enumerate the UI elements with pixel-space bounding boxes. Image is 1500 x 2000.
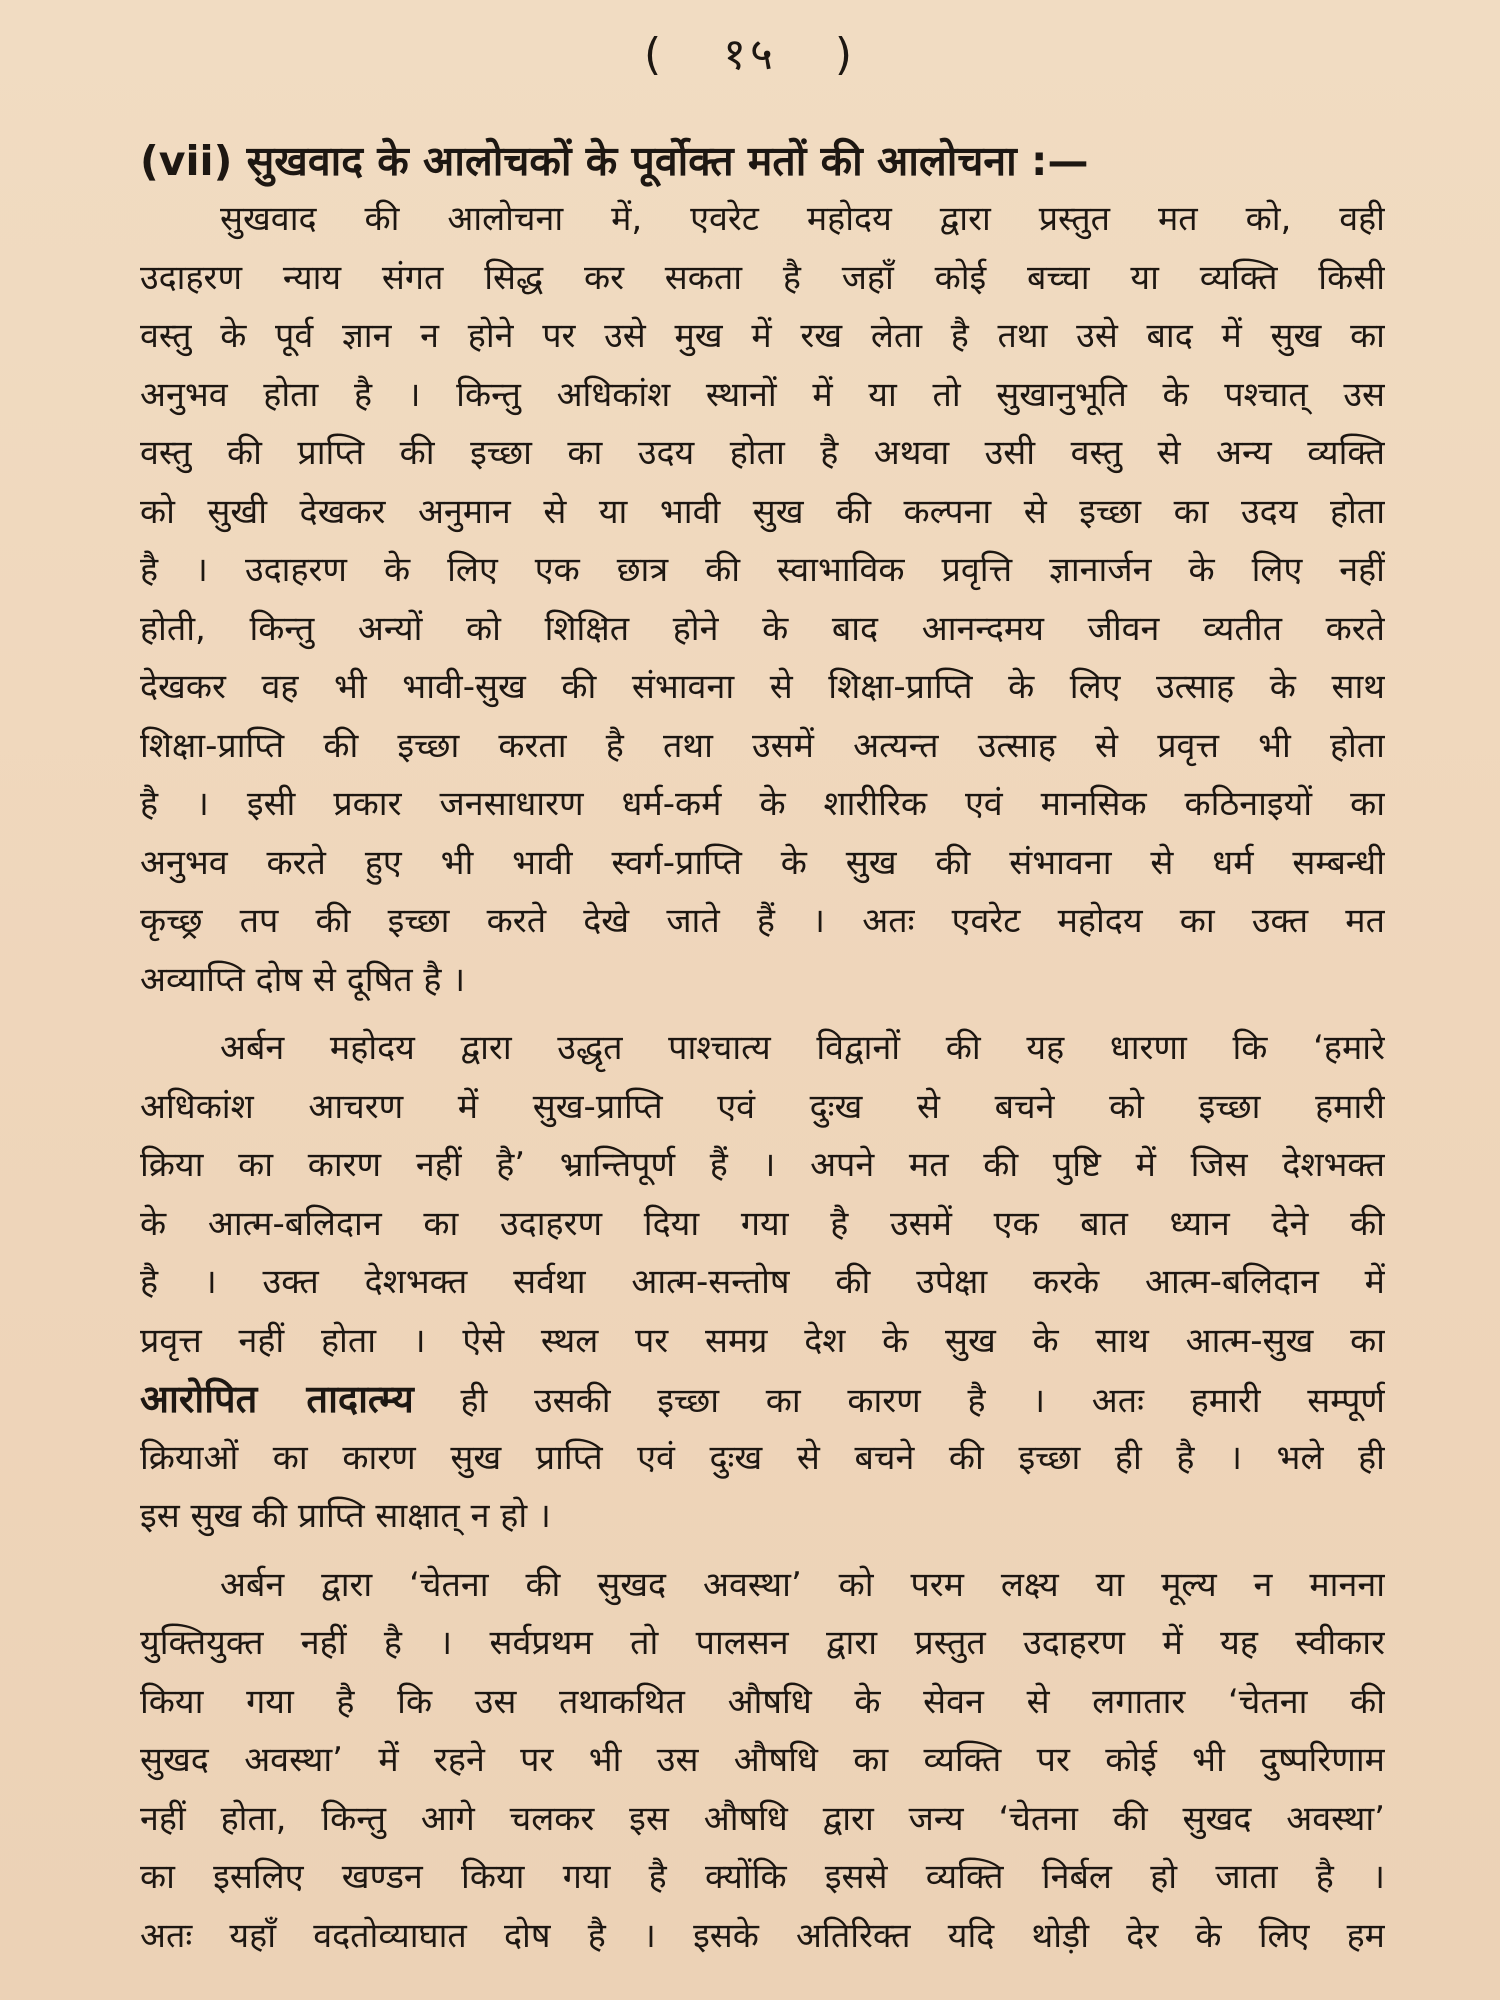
body-text — [140, 190, 1385, 1965]
text-line: है । उदाहरण के लिए एक छात्र की स्वाभाविक प्रवृत्ति ज्ञानार्जन के लिए नहीं — [140, 550, 1385, 590]
text-line: अनुभव होता है । किन्तु अधिकांश स्थानों में या तो सुखानुभूति के पश्चात् उस — [140, 374, 1385, 415]
text-line: अर्बन द्वारा ‘चेतना की सुखद अवस्था’ को परम लक्ष्य या मूल्य न मानना — [220, 1564, 1385, 1605]
text-line: होती, किन्तु अन्यों को शिक्षित होने के बाद आनन्दमय जीवन व्यतीत करते — [140, 608, 1385, 649]
text-line: वस्तु की प्राप्ति की इच्छा का उदय होता है अथवा उसी वस्तु से अन्य व्यक्ति — [140, 433, 1385, 473]
section-heading: (vii) सुखवाद के आलोचकों के पूर्वोक्त मतों की आलोचना :— — [140, 137, 1089, 185]
text-line: नहीं होता, किन्तु आगे चलकर इस औषधि द्वारा जन्य ‘चेतना की सुखद अवस्था’ — [140, 1798, 1385, 1839]
text-line: युक्तियुक्त नहीं है । सर्वप्रथम तो पालसन द्वारा प्रस्तुत उदाहरण में यह स्वीकार — [140, 1623, 1385, 1663]
text-line: है । इसी प्रकार जनसाधारण धर्म-कर्म के शारीरिक एवं मानसिक कठिनाइयों का — [140, 784, 1385, 824]
paragraph-2 — [140, 1019, 1385, 1546]
text-line: के आत्म-बलिदान का उदाहरण दिया गया है उसमें एक बात ध्यान देने की — [140, 1203, 1385, 1244]
text-line: वस्तु के पूर्व ज्ञान न होने पर उसे मुख में रख लेता है तथा उसे बाद में सुख का — [140, 316, 1385, 356]
text-line: को सुखी देखकर अनुमान से या भावी सुख की कल्पना से इच्छा का उदय होता — [140, 491, 1385, 532]
text-line: उदाहरण न्याय संगत सिद्ध कर सकता है जहाँ कोई बच्चा या व्यक्ति किसी — [140, 257, 1385, 298]
page-number-open-paren: ( — [643, 29, 666, 80]
paragraph-3 — [140, 1556, 1385, 1966]
text-line: अधिकांश आचरण में सुख-प्राप्ति एवं दुःख से बचने को इच्छा हमारी — [140, 1086, 1385, 1127]
text-line: सुखवाद की आलोचना में, एवरेट महोदय द्वारा प्रस्तुत मत को, वही — [220, 199, 1385, 239]
text-line: अव्याप्ति दोष से दूषित है । — [140, 959, 466, 1000]
paragraph-1 — [140, 190, 1385, 1009]
text-line: इस सुख की प्राप्ति साक्षात् न हो । — [140, 1496, 551, 1536]
text-line: अनुभव करते हुए भी भावी स्वर्ग-प्राप्ति के सुख की संभावना से धर्म सम्बन्धी — [140, 842, 1385, 883]
text-line: सुखद अवस्था’ में रहने पर भी उस औषधि का व्यक्ति पर कोई भी दुष्परिणाम — [140, 1740, 1385, 1780]
text-line: किया गया है कि उस तथाकथित औषधि के सेवन से लगातार ‘चेतना की — [140, 1681, 1385, 1722]
text-line — [140, 1370, 1385, 1429]
text-line: अतः यहाँ वदतोव्याघात दोष है । इसके अतिरिक्त यदि थोड़ी देर के लिए हम — [140, 1915, 1385, 1956]
text-line-rest: ही उसकी इच्छा का कारण है । अतः हमारी सम्पूर्ण — [460, 1381, 1385, 1421]
bold-phrase: आरोपित तादात्म्य — [140, 1377, 414, 1421]
text-line: प्रवृत्त नहीं होता । ऐसे स्थल पर समग्र देश के सुख के साथ आत्म-सुख का — [140, 1320, 1385, 1361]
text-line: है । उक्त देशभक्त सर्वथा आत्म-सन्तोष की उपेक्षा करके आत्म-बलिदान में — [140, 1262, 1385, 1302]
text-line: का इसलिए खण्डन किया गया है क्योंकि इससे व्यक्ति निर्बल हो जाता है । — [140, 1857, 1385, 1897]
page-number-close-paren: ) — [834, 29, 857, 80]
text-line: शिक्षा-प्राप्ति की इच्छा करता है तथा उसमें अत्यन्त उत्साह से प्रवृत्त भी होता — [140, 725, 1385, 766]
text-line: क्रिया का कारण नहीं है’ भ्रान्तिपूर्ण हैं । अपने मत की पुष्टि में जिस देशभक्त — [140, 1145, 1385, 1185]
text-line: क्रियाओं का कारण सुख प्राप्ति एवं दुःख से बचने की इच्छा ही है । भले ही — [140, 1437, 1385, 1478]
text-line: देखकर वह भी भावी-सुख की संभावना से शिक्षा-प्राप्ति के लिए उत्साह के साथ — [140, 667, 1385, 707]
page-number-value: १५ — [723, 29, 777, 80]
page-number — [0, 22, 1500, 82]
text-line: अर्बन महोदय द्वारा उद्धृत पाश्चात्य विद्वानों की यह धारणा कि ‘हमारे — [220, 1028, 1385, 1068]
text-line: कृच्छ्र तप की इच्छा करते देखे जाते हैं । अतः एवरेट महोदय का उक्त मत — [140, 901, 1385, 941]
